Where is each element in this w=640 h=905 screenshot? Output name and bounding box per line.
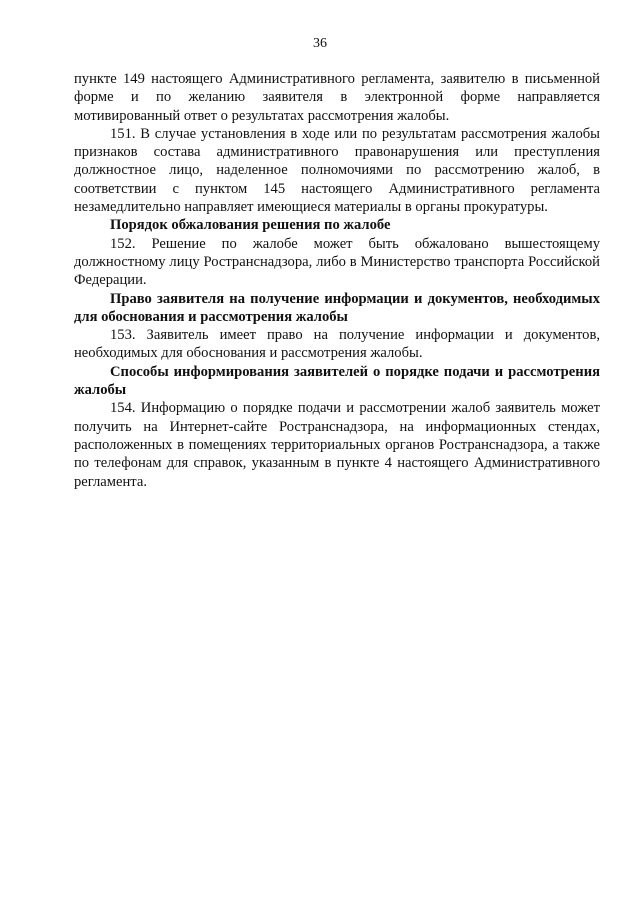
paragraph-151: 151. В случае установления в ходе или по результатам рассмотрения жалобы признаков состава административного правонарушения или преступления должностное лицо, наделенное полномочиями по рассмотрению жалоб, в соответствии с пунктом 145 настоящего Административного регламента незамедлительно направляет имеющиеся материалы в органы прокуратуры. (74, 125, 600, 216)
section-heading-informing-methods: Способы информирования заявителей о порядке подачи и рассмотрения жалобы (74, 363, 600, 399)
section-heading-right-to-information: Право заявителя на получение информации и документов, необходимых для обоснования и рассмотрения жалобы (74, 290, 600, 325)
page-number: 36 (313, 36, 327, 51)
section-heading-appeal-procedure: Порядок обжалования решения по жалобе (110, 217, 391, 234)
paragraph-153: 153. Заявитель имеет право на получение информации и документов, необходимых для обоснования и рассмотрения жалобы. (74, 327, 600, 362)
paragraph-152: 152. Решение по жалобе может быть обжаловано вышестоящему должностному лицу Ространснадзора, либо в Министерство транспорта Российской Федерации. (74, 235, 600, 289)
paragraph-154: 154. Информацию о порядке подачи и рассмотрении жалоб заявитель может получить на Интернет-сайте Ространснадзора, на информационных стендах, расположенных в помещениях территориальных органов Ространснадзора, а также по телефонам для справок, указанным в пункте 4 настоящего Административного регламента. (74, 400, 600, 490)
paragraph-150-continuation: пункте 149 настоящего Административного регламента, заявителю в письменной форме и по желанию заявителя в электронной форме направляется мотивированный ответ о результатах рассмотрения жалобы. (74, 71, 600, 124)
